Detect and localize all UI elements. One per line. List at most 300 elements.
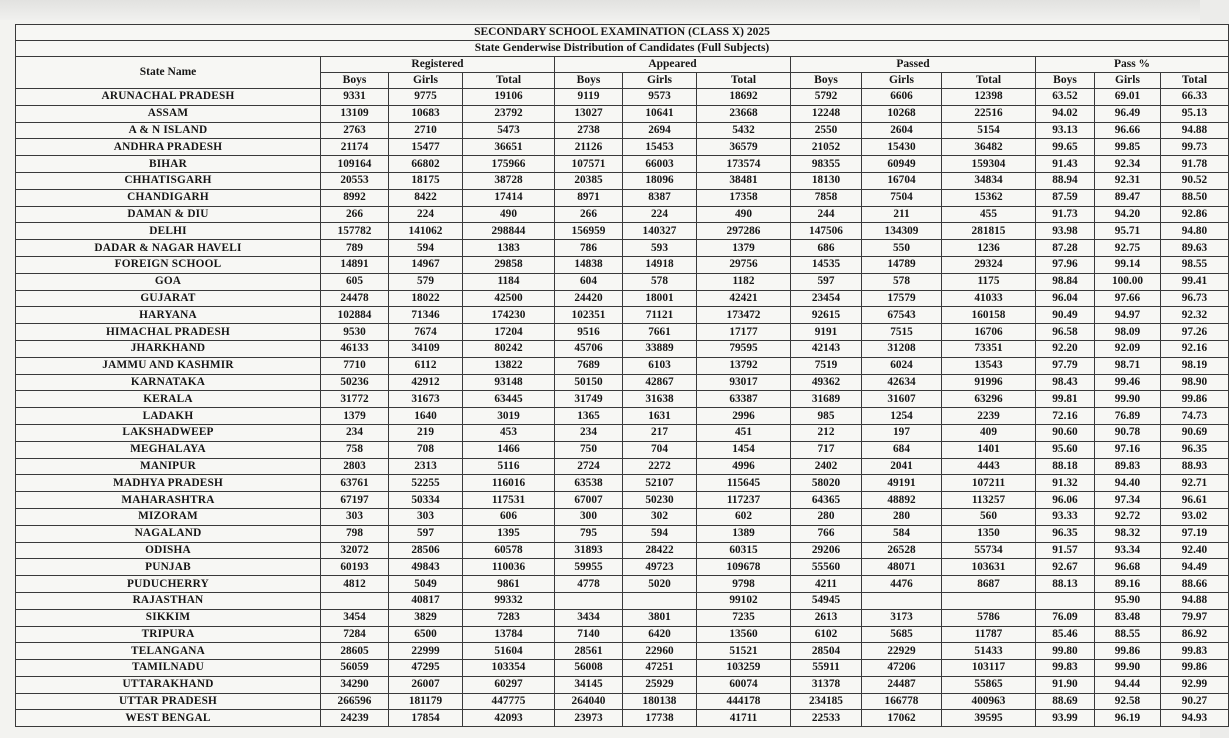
pass-percent-boys-cell: 96.06 bbox=[1036, 492, 1095, 509]
registered-boys-cell: 3454 bbox=[321, 609, 389, 626]
table-row bbox=[16, 542, 1229, 559]
passed-total-cell: 8687 bbox=[942, 576, 1036, 593]
passed-total-cell: 560 bbox=[942, 508, 1036, 525]
pass-percent-total-cell: 94.88 bbox=[1161, 592, 1229, 609]
appeared-total-cell: 60315 bbox=[697, 542, 791, 559]
table-row bbox=[16, 626, 1229, 643]
passed-boys-cell: 14535 bbox=[791, 256, 862, 273]
appeared-boys-cell: 13027 bbox=[555, 105, 623, 122]
state-name-cell: UTTARAKHAND bbox=[16, 676, 321, 693]
pass-percent-total-cell: 66.33 bbox=[1161, 89, 1229, 106]
registered-girls-cell: 71346 bbox=[389, 307, 463, 324]
passed-total-cell: 15362 bbox=[942, 189, 1036, 206]
passed-total-cell: 103117 bbox=[942, 660, 1036, 677]
appeared-total-cell: 51521 bbox=[697, 643, 791, 660]
registered-boys-cell: 34290 bbox=[321, 676, 389, 693]
appeared-boys-cell: 21126 bbox=[555, 139, 623, 156]
appeared-girls-cell: 594 bbox=[623, 525, 697, 542]
passed-boys-cell: 98355 bbox=[791, 156, 862, 173]
table-row bbox=[16, 206, 1229, 223]
appeared-total-cell: 38481 bbox=[697, 172, 791, 189]
registered-girls-cell: 3829 bbox=[389, 609, 463, 626]
passed-total-cell: 103631 bbox=[942, 559, 1036, 576]
passed-boys-cell: 22533 bbox=[791, 710, 862, 727]
pass-percent-boys-cell: 91.73 bbox=[1036, 206, 1095, 223]
table-body bbox=[16, 89, 1229, 727]
passed-boys-cell: 5792 bbox=[791, 89, 862, 106]
passed-girls-cell: 26528 bbox=[862, 542, 942, 559]
pass-percent-total-cell: 90.52 bbox=[1161, 172, 1229, 189]
passed-total-cell: 1350 bbox=[942, 525, 1036, 542]
appeared-girls-cell: 9573 bbox=[623, 89, 697, 106]
passed-girls-cell: 2041 bbox=[862, 458, 942, 475]
pass-percent-girls-cell: 92.09 bbox=[1095, 340, 1161, 357]
table-row bbox=[16, 223, 1229, 240]
registered-girls-cell: 28506 bbox=[389, 542, 463, 559]
table-row bbox=[16, 105, 1229, 122]
appeared-total-cell: 17358 bbox=[697, 189, 791, 206]
registered-total-cell: 63445 bbox=[463, 391, 555, 408]
appeared-total-cell: 115645 bbox=[697, 475, 791, 492]
passed-girls-cell: 67543 bbox=[862, 307, 942, 324]
table-row bbox=[16, 156, 1229, 173]
registered-boys-cell: 1379 bbox=[321, 408, 389, 425]
appeared-total-cell: 103259 bbox=[697, 660, 791, 677]
state-name-cell: PUNJAB bbox=[16, 559, 321, 576]
appeared-total-cell: 2996 bbox=[697, 408, 791, 425]
pass-percent-girls-cell: 94.44 bbox=[1095, 676, 1161, 693]
appeared-boys-cell: 67007 bbox=[555, 492, 623, 509]
passed-total-cell: 1175 bbox=[942, 273, 1036, 290]
pass-percent-boys-header: Boys bbox=[1036, 73, 1095, 89]
passed-girls-cell bbox=[862, 592, 942, 609]
appeared-boys-cell: 107571 bbox=[555, 156, 623, 173]
pass-percent-boys-cell: 76.09 bbox=[1036, 609, 1095, 626]
state-name-cell: DADAR & NAGAR HAVELI bbox=[16, 240, 321, 257]
table-row bbox=[16, 340, 1229, 357]
pass-percent-boys-cell: 93.98 bbox=[1036, 223, 1095, 240]
appeared-girls-cell: 25929 bbox=[623, 676, 697, 693]
registered-total-cell: 38728 bbox=[463, 172, 555, 189]
registered-total-cell: 60297 bbox=[463, 676, 555, 693]
table-row bbox=[16, 693, 1229, 710]
passed-girls-cell: 31607 bbox=[862, 391, 942, 408]
pass-percent-total-cell: 90.69 bbox=[1161, 424, 1229, 441]
pass-percent-total-cell: 98.55 bbox=[1161, 256, 1229, 273]
appeared-boys-cell: 795 bbox=[555, 525, 623, 542]
passed-total-cell: 400963 bbox=[942, 693, 1036, 710]
pass-percent-boys-cell: 88.94 bbox=[1036, 172, 1095, 189]
registered-girls-cell: 15477 bbox=[389, 139, 463, 156]
appeared-boys-cell: 28561 bbox=[555, 643, 623, 660]
appeared-boys-cell: 7140 bbox=[555, 626, 623, 643]
state-name-cell: CHHATISGARH bbox=[16, 172, 321, 189]
registered-total-cell: 99332 bbox=[463, 592, 555, 609]
pass-percent-girls-cell: 99.90 bbox=[1095, 660, 1161, 677]
registered-girls-cell: 303 bbox=[389, 508, 463, 525]
registered-total-cell: 36651 bbox=[463, 139, 555, 156]
passed-boys-cell: 686 bbox=[791, 240, 862, 257]
registered-boys-cell: 758 bbox=[321, 441, 389, 458]
passed-total-cell: 113257 bbox=[942, 492, 1036, 509]
pass-percent-boys-cell: 91.32 bbox=[1036, 475, 1095, 492]
appeared-boys-cell: 31893 bbox=[555, 542, 623, 559]
pass-percent-total-cell: 99.41 bbox=[1161, 273, 1229, 290]
appeared-girls-cell: 140327 bbox=[623, 223, 697, 240]
passed-girls-header: Girls bbox=[862, 73, 942, 89]
pass-percent-boys-cell: 87.59 bbox=[1036, 189, 1095, 206]
registered-boys-cell: 67197 bbox=[321, 492, 389, 509]
appeared-total-cell: 490 bbox=[697, 206, 791, 223]
appeared-total-cell: 63387 bbox=[697, 391, 791, 408]
registered-boys-cell: 63761 bbox=[321, 475, 389, 492]
pass-percent-total-cell: 79.97 bbox=[1161, 609, 1229, 626]
passed-total-cell: 51433 bbox=[942, 643, 1036, 660]
table-row bbox=[16, 391, 1229, 408]
passed-total-cell: 1401 bbox=[942, 441, 1036, 458]
appeared-total-cell: 1182 bbox=[697, 273, 791, 290]
registered-boys-cell: 234 bbox=[321, 424, 389, 441]
passed-boys-cell: 2550 bbox=[791, 122, 862, 139]
table-row bbox=[16, 475, 1229, 492]
document-subtitle: State Genderwise Distribution of Candidates (Full Subjects) bbox=[16, 41, 1229, 57]
registered-girls-cell: 6112 bbox=[389, 357, 463, 374]
appeared-girls-header: Girls bbox=[623, 73, 697, 89]
registered-girls-cell: 42912 bbox=[389, 374, 463, 391]
registered-total-cell: 175966 bbox=[463, 156, 555, 173]
registered-girls-cell: 14967 bbox=[389, 256, 463, 273]
pass-percent-girls-cell: 95.71 bbox=[1095, 223, 1161, 240]
passed-girls-cell: 49191 bbox=[862, 475, 942, 492]
appeared-boys-cell: 9516 bbox=[555, 324, 623, 341]
registered-girls-cell: 597 bbox=[389, 525, 463, 542]
pass-percent-total-cell: 97.26 bbox=[1161, 324, 1229, 341]
state-name-cell: MAHARASHTRA bbox=[16, 492, 321, 509]
page-top-edge bbox=[0, 0, 1200, 20]
appeared-boys-cell: 31749 bbox=[555, 391, 623, 408]
pass-percent-girls-cell: 92.34 bbox=[1095, 156, 1161, 173]
pass-percent-boys-cell: 95.60 bbox=[1036, 441, 1095, 458]
pass-percent-boys-cell: 91.43 bbox=[1036, 156, 1095, 173]
passed-girls-cell: 134309 bbox=[862, 223, 942, 240]
registered-total-header: Total bbox=[463, 73, 555, 89]
registered-total-cell: 110036 bbox=[463, 559, 555, 576]
registered-total-cell: 1184 bbox=[463, 273, 555, 290]
appeared-boys-cell: 604 bbox=[555, 273, 623, 290]
passed-girls-cell: 16704 bbox=[862, 172, 942, 189]
appeared-girls-cell: 578 bbox=[623, 273, 697, 290]
appeared-boys-cell: 56008 bbox=[555, 660, 623, 677]
appeared-total-cell: 444178 bbox=[697, 693, 791, 710]
registered-girls-cell: 181179 bbox=[389, 693, 463, 710]
table-row bbox=[16, 508, 1229, 525]
passed-girls-cell: 684 bbox=[862, 441, 942, 458]
pass-percent-girls-cell: 99.46 bbox=[1095, 374, 1161, 391]
passed-boys-cell: 49362 bbox=[791, 374, 862, 391]
pass-percent-girls-cell: 92.72 bbox=[1095, 508, 1161, 525]
registered-total-cell: 7283 bbox=[463, 609, 555, 626]
appeared-total-cell: 9798 bbox=[697, 576, 791, 593]
pass-percent-boys-cell: 97.79 bbox=[1036, 357, 1095, 374]
passed-boys-cell: 4211 bbox=[791, 576, 862, 593]
pass-percent-total-cell: 96.61 bbox=[1161, 492, 1229, 509]
passed-girls-cell: 47206 bbox=[862, 660, 942, 677]
registered-total-cell: 1395 bbox=[463, 525, 555, 542]
registered-boys-cell: 266596 bbox=[321, 693, 389, 710]
pass-percent-total-cell: 94.88 bbox=[1161, 122, 1229, 139]
table-row bbox=[16, 324, 1229, 341]
pass-percent-girls-cell: 89.83 bbox=[1095, 458, 1161, 475]
passed-boys-cell: 2613 bbox=[791, 609, 862, 626]
passed-girls-cell: 5685 bbox=[862, 626, 942, 643]
state-name-cell: ASSAM bbox=[16, 105, 321, 122]
pass-percent-boys-cell bbox=[1036, 592, 1095, 609]
registered-girls-cell: 579 bbox=[389, 273, 463, 290]
state-name-cell: JAMMU AND KASHMIR bbox=[16, 357, 321, 374]
appeared-boys-cell: 20385 bbox=[555, 172, 623, 189]
registered-total-cell: 453 bbox=[463, 424, 555, 441]
pass-percent-girls-cell: 93.34 bbox=[1095, 542, 1161, 559]
state-name-cell: GOA bbox=[16, 273, 321, 290]
registered-girls-cell: 10683 bbox=[389, 105, 463, 122]
appeared-girls-cell: 66003 bbox=[623, 156, 697, 173]
appeared-girls-cell: 302 bbox=[623, 508, 697, 525]
appeared-total-cell: 18692 bbox=[697, 89, 791, 106]
appeared-girls-cell: 31638 bbox=[623, 391, 697, 408]
pass-percent-girls-cell: 96.19 bbox=[1095, 710, 1161, 727]
passed-boys-cell: 21052 bbox=[791, 139, 862, 156]
appeared-boys-cell: 102351 bbox=[555, 307, 623, 324]
registered-boys-cell: 7710 bbox=[321, 357, 389, 374]
registered-boys-cell: 50236 bbox=[321, 374, 389, 391]
registered-total-cell: 17204 bbox=[463, 324, 555, 341]
pass-percent-boys-cell: 97.96 bbox=[1036, 256, 1095, 273]
passed-total-cell: 12398 bbox=[942, 89, 1036, 106]
pass-percent-girls-cell: 96.66 bbox=[1095, 122, 1161, 139]
passed-girls-cell: 10268 bbox=[862, 105, 942, 122]
appeared-total-cell: 41711 bbox=[697, 710, 791, 727]
pass-percent-total-cell: 99.73 bbox=[1161, 139, 1229, 156]
pass-percent-total-cell: 88.66 bbox=[1161, 576, 1229, 593]
registered-boys-cell: 28605 bbox=[321, 643, 389, 660]
passed-girls-cell: 7515 bbox=[862, 324, 942, 341]
appeared-girls-cell: 217 bbox=[623, 424, 697, 441]
passed-girls-cell: 1254 bbox=[862, 408, 942, 425]
pass-percent-girls-cell: 100.00 bbox=[1095, 273, 1161, 290]
pass-percent-total-cell: 88.93 bbox=[1161, 458, 1229, 475]
pass-percent-total-cell: 88.50 bbox=[1161, 189, 1229, 206]
state-name-cell: MIZORAM bbox=[16, 508, 321, 525]
registered-boys-cell: 24478 bbox=[321, 290, 389, 307]
registered-boys-cell: 32072 bbox=[321, 542, 389, 559]
appeared-girls-cell: 22960 bbox=[623, 643, 697, 660]
appeared-girls-cell: 47251 bbox=[623, 660, 697, 677]
passed-boys-cell: 147506 bbox=[791, 223, 862, 240]
pass-percent-total-cell: 92.16 bbox=[1161, 340, 1229, 357]
registered-girls-cell: 224 bbox=[389, 206, 463, 223]
passed-girls-cell: 15430 bbox=[862, 139, 942, 156]
registered-boys-cell: 2803 bbox=[321, 458, 389, 475]
appeared-girls-cell: 18096 bbox=[623, 172, 697, 189]
appeared-boys-cell: 786 bbox=[555, 240, 623, 257]
appeared-girls-cell: 3801 bbox=[623, 609, 697, 626]
registered-girls-cell: 7674 bbox=[389, 324, 463, 341]
registered-boys-cell: 303 bbox=[321, 508, 389, 525]
registered-girls-cell: 219 bbox=[389, 424, 463, 441]
pass-percent-boys-cell: 96.58 bbox=[1036, 324, 1095, 341]
registered-boys-cell: 9331 bbox=[321, 89, 389, 106]
table-row bbox=[16, 710, 1229, 727]
passed-boys-cell: 12248 bbox=[791, 105, 862, 122]
appeared-girls-cell: 50230 bbox=[623, 492, 697, 509]
passed-girls-cell: 550 bbox=[862, 240, 942, 257]
pass-percent-boys-cell: 93.13 bbox=[1036, 122, 1095, 139]
passed-boys-cell: 64365 bbox=[791, 492, 862, 509]
passed-girls-cell: 42634 bbox=[862, 374, 942, 391]
passed-girls-cell: 17062 bbox=[862, 710, 942, 727]
appeared-girls-cell: 6420 bbox=[623, 626, 697, 643]
state-name-header: State Name bbox=[16, 57, 321, 89]
pass-percent-girls-cell: 99.86 bbox=[1095, 643, 1161, 660]
pass-percent-boys-cell: 88.13 bbox=[1036, 576, 1095, 593]
registered-girls-cell: 5049 bbox=[389, 576, 463, 593]
registered-girls-cell: 141062 bbox=[389, 223, 463, 240]
appeared-girls-cell bbox=[623, 592, 697, 609]
table-row bbox=[16, 458, 1229, 475]
appeared-girls-cell: 71121 bbox=[623, 307, 697, 324]
pass-percent-total-cell: 96.35 bbox=[1161, 441, 1229, 458]
passed-boys-cell: 58020 bbox=[791, 475, 862, 492]
state-name-cell: LAKSHADWEEP bbox=[16, 424, 321, 441]
pass-percent-boys-cell: 96.35 bbox=[1036, 525, 1095, 542]
registered-girls-cell: 50334 bbox=[389, 492, 463, 509]
appeared-girls-cell: 704 bbox=[623, 441, 697, 458]
registered-girls-cell: 18022 bbox=[389, 290, 463, 307]
state-name-cell: LADAKH bbox=[16, 408, 321, 425]
passed-girls-cell: 584 bbox=[862, 525, 942, 542]
appeared-group-header: Appeared bbox=[555, 57, 791, 73]
state-name-cell: KERALA bbox=[16, 391, 321, 408]
appeared-total-cell: 109678 bbox=[697, 559, 791, 576]
appeared-boys-cell bbox=[555, 592, 623, 609]
passed-total-header: Total bbox=[942, 73, 1036, 89]
registered-total-cell: 1383 bbox=[463, 240, 555, 257]
passed-total-cell: 22516 bbox=[942, 105, 1036, 122]
passed-boys-cell: 7858 bbox=[791, 189, 862, 206]
registered-boys-cell: 21174 bbox=[321, 139, 389, 156]
state-name-cell: NAGALAND bbox=[16, 525, 321, 542]
registered-total-cell: 80242 bbox=[463, 340, 555, 357]
passed-boys-cell: 234185 bbox=[791, 693, 862, 710]
registered-total-cell: 3019 bbox=[463, 408, 555, 425]
registered-boys-cell: 605 bbox=[321, 273, 389, 290]
appeared-boys-cell: 24420 bbox=[555, 290, 623, 307]
appeared-girls-cell: 6103 bbox=[623, 357, 697, 374]
state-name-cell: UTTAR PRADESH bbox=[16, 693, 321, 710]
state-name-cell: KARNATAKA bbox=[16, 374, 321, 391]
pass-percent-girls-cell: 99.90 bbox=[1095, 391, 1161, 408]
passed-boys-cell: 18130 bbox=[791, 172, 862, 189]
table-row bbox=[16, 357, 1229, 374]
passed-girls-cell: 17579 bbox=[862, 290, 942, 307]
registered-total-cell: 9861 bbox=[463, 576, 555, 593]
passed-boys-cell: 717 bbox=[791, 441, 862, 458]
appeared-total-cell: 1389 bbox=[697, 525, 791, 542]
passed-girls-cell: 3173 bbox=[862, 609, 942, 626]
appeared-girls-cell: 14918 bbox=[623, 256, 697, 273]
appeared-boys-cell: 59955 bbox=[555, 559, 623, 576]
registered-total-cell: 116016 bbox=[463, 475, 555, 492]
state-name-cell: JHARKHAND bbox=[16, 340, 321, 357]
pass-percent-total-cell: 92.71 bbox=[1161, 475, 1229, 492]
passed-total-cell: 36482 bbox=[942, 139, 1036, 156]
pass-percent-girls-cell: 97.66 bbox=[1095, 290, 1161, 307]
appeared-girls-cell: 10641 bbox=[623, 105, 697, 122]
state-name-cell: MANIPUR bbox=[16, 458, 321, 475]
registered-girls-header: Girls bbox=[389, 73, 463, 89]
state-name-cell: ARUNACHAL PRADESH bbox=[16, 89, 321, 106]
pass-percent-girls-header: Girls bbox=[1095, 73, 1161, 89]
registered-girls-cell: 17854 bbox=[389, 710, 463, 727]
appeared-total-header: Total bbox=[697, 73, 791, 89]
passed-boys-cell: 2402 bbox=[791, 458, 862, 475]
registered-girls-cell: 66802 bbox=[389, 156, 463, 173]
appeared-girls-cell: 2694 bbox=[623, 122, 697, 139]
passed-total-cell: 11787 bbox=[942, 626, 1036, 643]
appeared-total-cell: 173574 bbox=[697, 156, 791, 173]
registered-total-cell: 174230 bbox=[463, 307, 555, 324]
state-name-cell: PUDUCHERRY bbox=[16, 576, 321, 593]
appeared-girls-cell: 593 bbox=[623, 240, 697, 257]
registered-total-cell: 5116 bbox=[463, 458, 555, 475]
appeared-girls-cell: 8387 bbox=[623, 189, 697, 206]
appeared-total-cell: 297286 bbox=[697, 223, 791, 240]
registered-total-cell: 13822 bbox=[463, 357, 555, 374]
table-row bbox=[16, 609, 1229, 626]
table-row bbox=[16, 273, 1229, 290]
pass-percent-total-cell: 99.86 bbox=[1161, 391, 1229, 408]
passed-total-cell: 281815 bbox=[942, 223, 1036, 240]
passed-total-cell: 5786 bbox=[942, 609, 1036, 626]
passed-total-cell: 107211 bbox=[942, 475, 1036, 492]
appeared-total-cell: 42421 bbox=[697, 290, 791, 307]
pass-percent-boys-cell: 88.18 bbox=[1036, 458, 1095, 475]
appeared-total-cell: 17177 bbox=[697, 324, 791, 341]
pass-percent-boys-cell: 94.02 bbox=[1036, 105, 1095, 122]
registered-boys-cell: 2763 bbox=[321, 122, 389, 139]
table-row bbox=[16, 592, 1229, 609]
appeared-total-cell: 79595 bbox=[697, 340, 791, 357]
pass-percent-boys-cell: 90.49 bbox=[1036, 307, 1095, 324]
pass-percent-total-cell: 91.78 bbox=[1161, 156, 1229, 173]
appeared-total-cell: 1379 bbox=[697, 240, 791, 257]
table-row bbox=[16, 139, 1229, 156]
registered-boys-cell: 789 bbox=[321, 240, 389, 257]
appeared-girls-cell: 2272 bbox=[623, 458, 697, 475]
state-name-cell: TAMILNADU bbox=[16, 660, 321, 677]
appeared-total-cell: 602 bbox=[697, 508, 791, 525]
state-name-cell: A & N ISLAND bbox=[16, 122, 321, 139]
appeared-girls-cell: 7661 bbox=[623, 324, 697, 341]
appeared-boys-cell: 34145 bbox=[555, 676, 623, 693]
pass-percent-group-header: Pass % bbox=[1036, 57, 1229, 73]
passed-boys-cell: 597 bbox=[791, 273, 862, 290]
pass-percent-boys-cell: 99.80 bbox=[1036, 643, 1095, 660]
pass-percent-boys-cell: 72.16 bbox=[1036, 408, 1095, 425]
registered-girls-cell: 52255 bbox=[389, 475, 463, 492]
pass-percent-girls-cell: 94.97 bbox=[1095, 307, 1161, 324]
appeared-girls-cell: 42867 bbox=[623, 374, 697, 391]
